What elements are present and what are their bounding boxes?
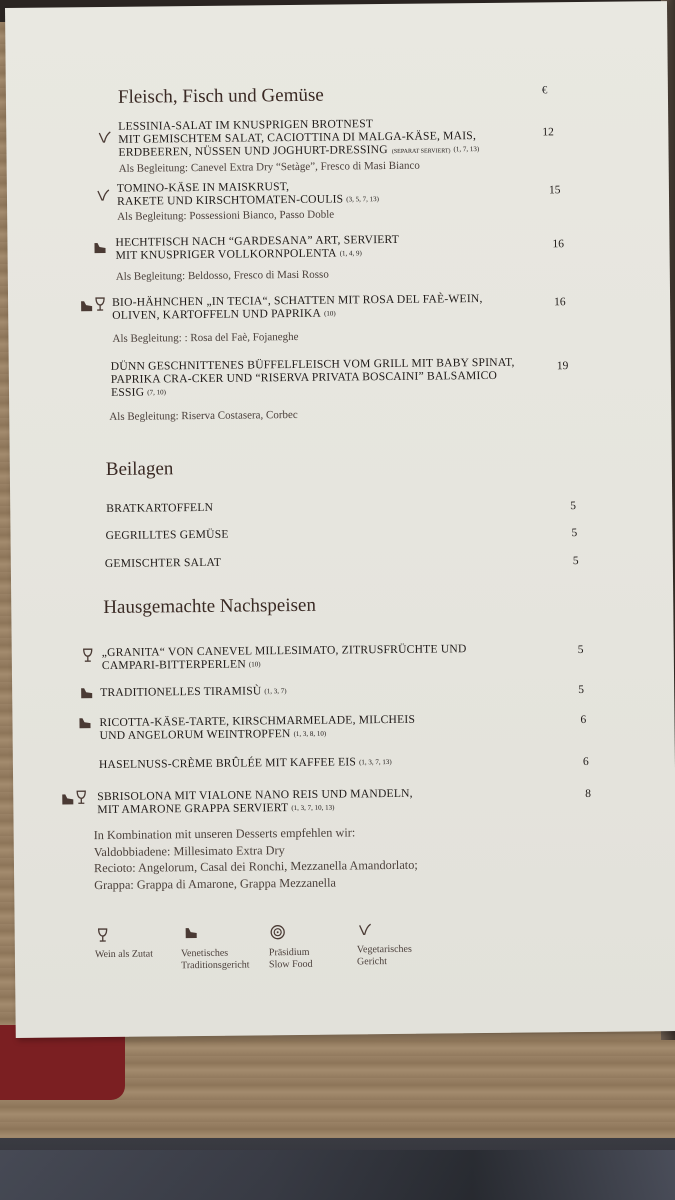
venetian-icon (78, 297, 94, 313)
legend-label: Venetisches (180, 947, 229, 960)
venetian-icon (78, 684, 94, 700)
dish-line: LESSINIA-SALAT IM KNUSPRIGEN BROTNEST (118, 117, 374, 133)
dish-tomino-cheese (117, 180, 379, 209)
dish-line: BIO-HÄHNCHEN „IN TECIA“, SCHATTEN MIT ROSA DEL FAÈ-WEIN, (112, 292, 483, 309)
wine-pairing: Als Begleitung: Riserva Costasera, Corbec (109, 408, 298, 423)
wine-glass-icon (94, 296, 106, 312)
venetian-icon (76, 714, 92, 730)
vegetarian-icon (357, 921, 373, 937)
legend-slow-food (269, 947, 313, 971)
dish-price: 16 (554, 296, 566, 309)
side-price: 5 (570, 500, 577, 513)
recommendation-line: Grappa: Grappa di Amarone, Grappa Mezzanella (94, 875, 336, 892)
dish-buffalo-meat (111, 357, 515, 401)
legend-label: Vegetarisches (356, 943, 412, 956)
wine-pairing: Als Begleitung: Possessioni Bianco, Passo Doble (117, 208, 335, 223)
allergen-codes: (10) (324, 309, 336, 318)
dish-line: HASELNUSS-CRÈME BRÛLÉE MIT KAFFEE EIS (98, 755, 357, 772)
dish-line: SBRISOLONA MIT VIALONE NANO REIS UND MANDELN, (97, 786, 413, 804)
allergen-codes: (1, 3, 7) (264, 687, 287, 696)
legend-wine-ingredient (95, 949, 153, 962)
dish-line: TOMINO-KÄSE IN MAISKRUST, (116, 180, 290, 195)
wine-glass-icon (75, 789, 87, 805)
dish-line: CAMPARI-BITTERPERLEN (101, 657, 246, 672)
wine-pairing: Als Begleitung: Canevel Extra Dry “Setàge”, Fresco di Masi Bianco (118, 159, 420, 175)
dish-line: OLIVEN, KARTOFFELN UND PAPRIKA (112, 306, 322, 322)
dessert-price: 8 (585, 787, 592, 800)
dish-lessinia-salad (118, 117, 479, 161)
side-price: 5 (572, 555, 579, 568)
dish-line: MIT GEMISCHTEM SALAT, CACIOTTINA DI MALGA-KÄSE, MAIS, (118, 128, 477, 146)
dessert-granita (102, 643, 467, 673)
legend-vegetarian (357, 944, 412, 969)
vegetarian-icon (96, 129, 112, 145)
venetian-icon (59, 790, 75, 806)
allergen-codes: (1, 3, 7, 13) (359, 757, 392, 767)
section-title-sides: Beilagen (105, 458, 174, 480)
venetian-icon (91, 239, 107, 255)
dessert-price: 5 (577, 643, 584, 657)
legend-label: Gericht (356, 956, 388, 968)
legend-label: Slow Food (268, 958, 313, 971)
dish-price: 19 (556, 360, 569, 373)
dish-organic-chicken (112, 293, 483, 323)
allergen-codes: (10) (248, 660, 261, 669)
side-dish: GEMISCHTER SALAT (104, 555, 222, 570)
floor-shadow (0, 1150, 675, 1200)
dish-price: 15 (548, 184, 561, 197)
section-title-mains: Fleisch, Fisch und Gemüse (117, 84, 324, 108)
dessert-price: 5 (578, 683, 584, 697)
allergen-codes: (1, 4, 9) (339, 249, 362, 258)
dish-line: UND ANGELORUM WEINTROPFEN (99, 726, 291, 742)
wine-glass-icon (82, 647, 94, 663)
dish-price: 12 (542, 126, 554, 139)
dessert-creme-brulee (99, 756, 392, 773)
dish-line: HECHTFISCH NACH “GARDESANA” ART, SERVIERT (115, 232, 400, 249)
side-price: 5 (571, 527, 578, 540)
section-title-desserts: Hausgemachte Nachspeisen (103, 594, 316, 619)
vegetarian-icon (95, 187, 111, 203)
dessert-wine-recommendations (94, 824, 418, 893)
snail-icon (269, 923, 287, 941)
legend-label: Wein als Zutat (94, 948, 154, 961)
dish-note: (SEPARAT SERVIERT) (391, 147, 451, 155)
recommendation-line: In Kombination mit unseren Desserts empfehlen wir: (93, 825, 356, 843)
dish-line: PAPRIKA CRA-CKER UND “RISERVA PRIVATA BOSCAINI” BALSAMICO (110, 368, 498, 386)
wine-pairing: Als Begleitung: : Rosa del Faè, Fojaneghe (112, 330, 299, 345)
allergen-codes: (1, 3, 7, 10, 13) (291, 803, 335, 812)
allergen-codes: (1, 3, 8, 10) (293, 729, 327, 738)
side-dish: GEGRILLTES GEMÜSE (105, 527, 229, 542)
dish-line: TRADITIONELLES TIRAMISÙ (100, 684, 262, 700)
dessert-sbrisolona (97, 788, 413, 818)
dessert-ricotta-tart (99, 714, 415, 744)
recommendation-line: Recioto: Angelorum, Casal dei Ronchi, Mezzanella Amandorlato; (93, 857, 418, 876)
legend-venetian-traditional (181, 947, 250, 972)
dish-line: RAKETE UND KIRSCHTOMATEN-COULIS (116, 192, 344, 208)
dessert-price: 6 (582, 755, 589, 768)
dish-line: ESSIG (110, 385, 145, 399)
wine-glass-icon (97, 927, 109, 943)
allergen-codes: (7, 10) (147, 387, 166, 397)
legend-label: Präsidium (268, 946, 310, 959)
dish-line: MIT KNUSPRIGER VOLLKORNPOLENTA (115, 246, 337, 262)
dessert-tiramisu (100, 685, 287, 701)
dish-price: 16 (552, 238, 565, 251)
dish-line: ERDBEEREN, NÜSSEN UND JOGHURT-DRESSING (118, 142, 388, 159)
legend-label: Traditionsgericht (180, 959, 250, 972)
menu-page (5, 1, 675, 1038)
dish-line: MIT AMARONE GRAPPA SERVIERT (97, 800, 289, 816)
dish-pike-fish (115, 234, 399, 264)
dessert-price: 6 (580, 713, 587, 727)
dish-line: RICOTTA-KÄSE-TARTE, KIRSCHMARMELADE, MILCHEIS (99, 712, 416, 730)
dish-line: DÜNN GESCHNITTENES BÜFFELFLEISCH VOM GRILL MIT BABY SPINAT, (110, 355, 515, 373)
wine-pairing: Als Begleitung: Beldosso, Fresco di Masi Rosso (115, 268, 329, 283)
allergen-codes: (3, 5, 7, 13) (346, 194, 379, 204)
recommendation-line: Valdobbiadene: Millesimato Extra Dry (93, 842, 285, 859)
dish-line: „GRANITA“ VON CANEVEL MILLESIMATO, ZITRUSFRÜCHTE UND (101, 642, 467, 660)
side-dish: BRATKARTOFFELN (106, 500, 214, 515)
allergen-codes: (1, 7, 13) (453, 144, 480, 153)
currency-header: € (541, 84, 548, 97)
venetian-icon (183, 924, 199, 940)
